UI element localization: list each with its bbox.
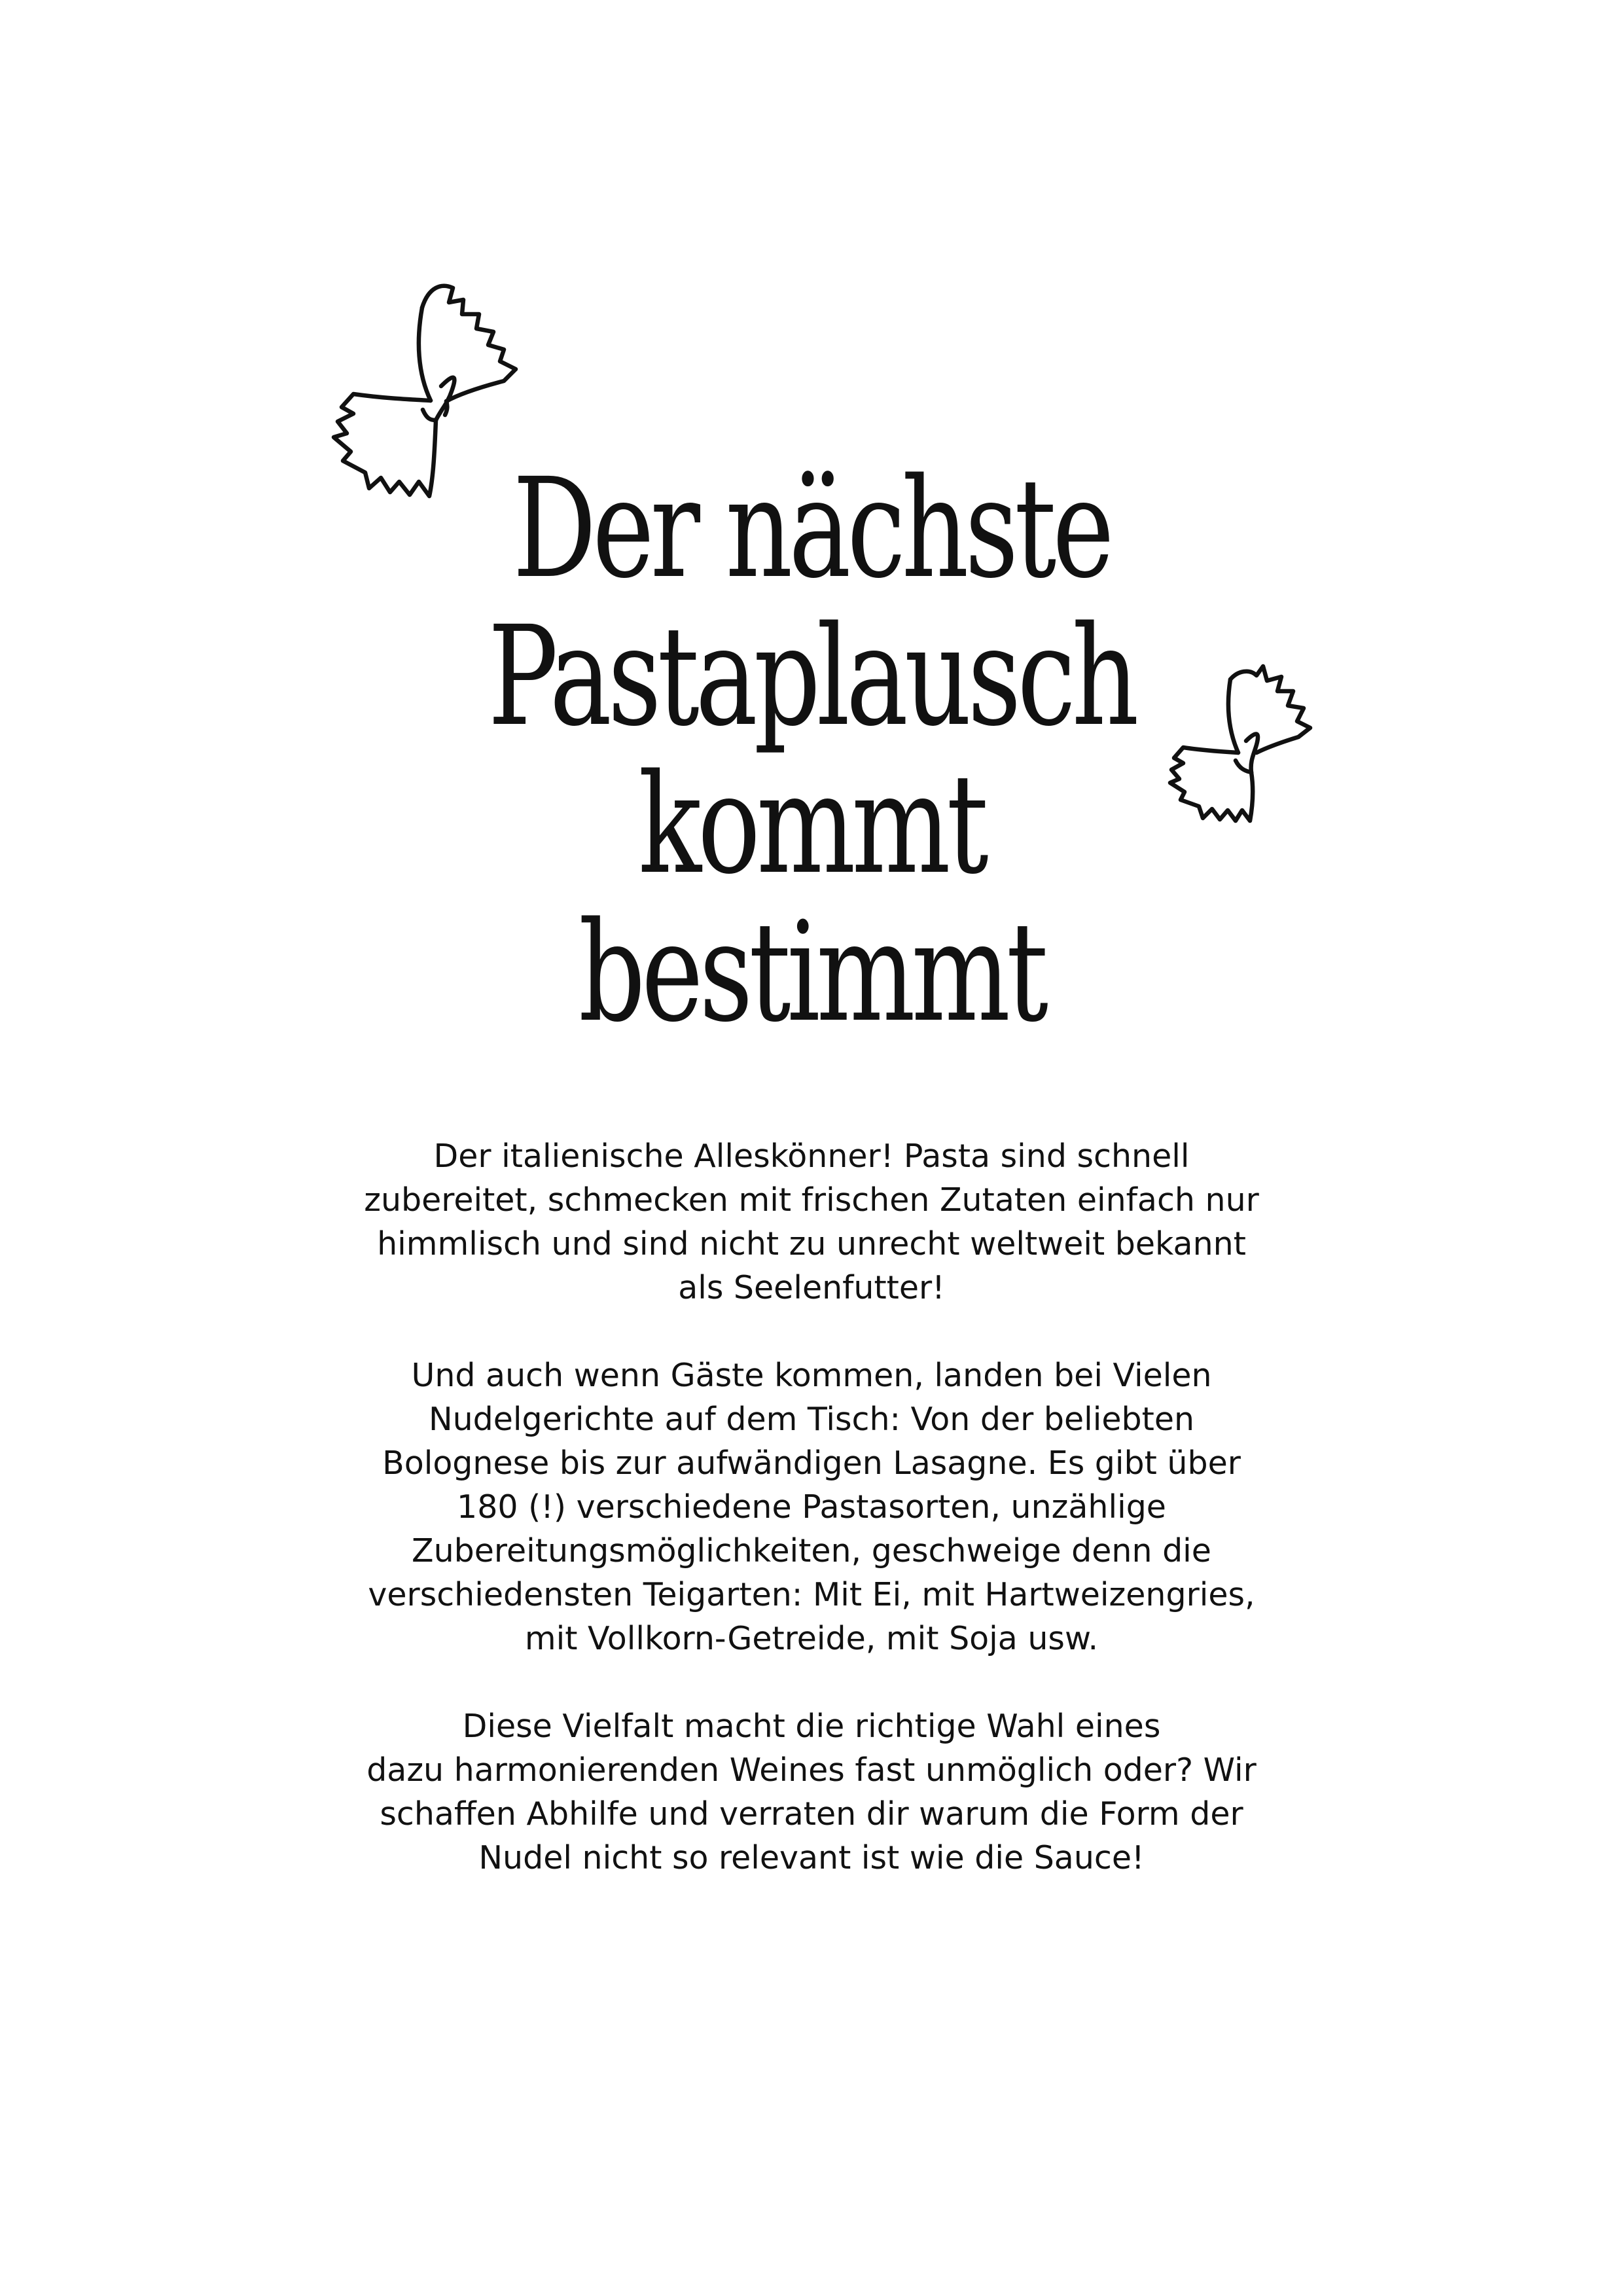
text-line: Nudelgerichte auf dem Tisch: Von der beliebten xyxy=(428,1401,1195,1438)
wine-paragraph xyxy=(301,1704,1322,1880)
text-line: als Seelenfutter! xyxy=(678,1269,945,1306)
variety-paragraph xyxy=(301,1354,1322,1660)
text-line: Diese Vielfalt macht die richtige Wahl eines xyxy=(462,1708,1161,1745)
text-line: Zubereitungsmöglichkeiten, geschweige denn die xyxy=(412,1532,1211,1570)
headline-line: bestimmt xyxy=(579,892,1044,1052)
text-line: Und auch wenn Gäste kommen, landen bei Vielen xyxy=(411,1357,1212,1394)
headline-line: Der nächste xyxy=(512,448,1111,609)
text-line: verschiedensten Teigarten: Mit Ei, mit Hartweizengries, xyxy=(368,1576,1255,1613)
intro-paragraph xyxy=(301,1134,1322,1310)
text-line: Nudel nicht so relevant ist wie die Sauce! xyxy=(478,1839,1145,1876)
text-line: Bolognese bis zur aufwändigen Lasagne. Es gibt über xyxy=(382,1444,1241,1482)
body-text xyxy=(301,1134,1322,1924)
headline-line: Pastaplausch xyxy=(488,596,1135,757)
headline-line: kommt xyxy=(638,744,985,905)
text-line: zubereitet, schmecken mit frischen Zutaten einfach nur xyxy=(364,1181,1259,1219)
headline xyxy=(0,448,1623,1052)
text-line: 180 (!) verschiedene Pastasorten, unzählige xyxy=(457,1488,1166,1526)
text-line: Der italienische Alleskönner! Pasta sind schnell xyxy=(433,1138,1190,1175)
text-line: schaffen Abhilfe und verraten dir warum die Form der xyxy=(380,1795,1243,1833)
text-line: dazu harmonierenden Weines fast unmöglich oder? Wir xyxy=(366,1751,1257,1789)
text-line: mit Vollkorn-Getreide, mit Soja usw. xyxy=(524,1620,1099,1657)
text-line: himmlisch und sind nicht zu unrecht weltweit bekannt xyxy=(377,1225,1246,1263)
